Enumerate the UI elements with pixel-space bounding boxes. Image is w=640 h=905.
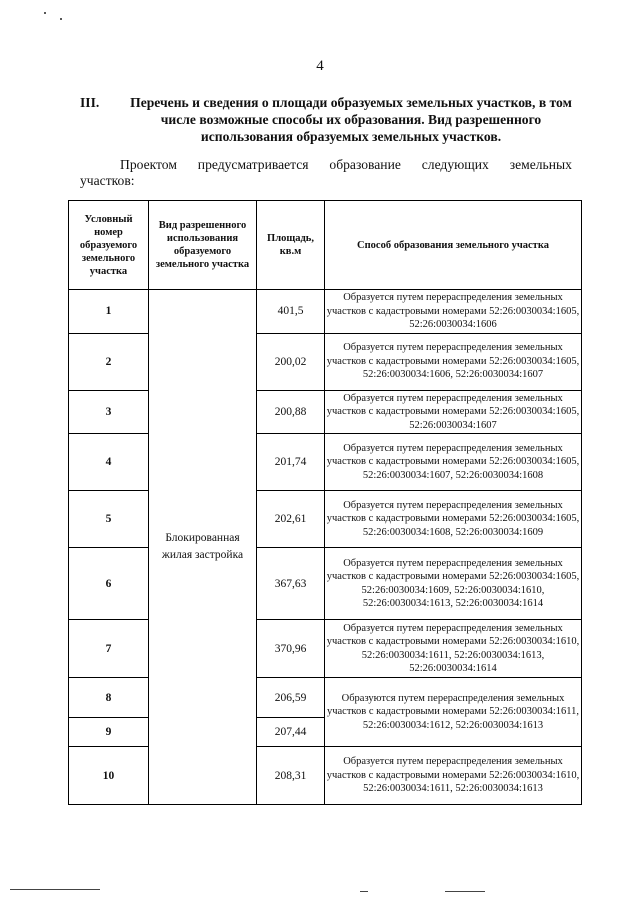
area-cell: 370,96 (257, 620, 325, 678)
method-cell-merged: Образуются путем перераспределения земельных участков с кадастровыми номерами 52:26:0030034:1611, 52:26:0030034:1612, 52:26:0030034:1613 (325, 678, 582, 747)
method-cell: Образуется путем перераспределения земельных участков с кадастровыми номерами 52:26:0030034:1605, 52:26:0030034:1606, 52:26:0030034:1607 (325, 333, 582, 390)
method-cell: Образуется путем перераспределения земельных участков с кадастровыми номерами 52:26:0030034:1610, 52:26:0030034:1611, 52:26:0030034:1613 (325, 747, 582, 805)
area-cell: 202,61 (257, 491, 325, 548)
intro-word: Проектом (120, 157, 177, 172)
footer-scan-line (445, 891, 485, 892)
plot-number-cell: 10 (69, 747, 149, 805)
method-cell: Образуется путем перераспределения земельных участков с кадастровыми номерами 52:26:0030034:1605, 52:26:0030034:1606 (325, 290, 582, 334)
method-cell: Образуется путем перераспределения земельных участков с кадастровыми номерами 52:26:0030034:1610, 52:26:0030034:1611, 52:26:0030034:1613, 52:26:0030034:1614 (325, 620, 582, 678)
table-header-row (69, 201, 582, 290)
scan-dot (44, 12, 46, 14)
intro-word: образование (329, 157, 401, 172)
plot-number-cell: 2 (69, 333, 149, 390)
area-cell: 401,5 (257, 290, 325, 334)
table-row (69, 434, 582, 491)
table-row (69, 548, 582, 620)
intro-word: земельных (509, 157, 572, 172)
plot-number-cell: 9 (69, 718, 149, 747)
table-row (69, 333, 582, 390)
plot-number-cell: 8 (69, 678, 149, 718)
plot-number-cell: 5 (69, 491, 149, 548)
intro-line: участков: (80, 173, 135, 188)
area-cell: 200,02 (257, 333, 325, 390)
method-cell: Образуется путем перераспределения земельных участков с кадастровыми номерами 52:26:0030034:1605, 52:26:0030034:1609, 52:26:0030034:1610, 52:26:0030034:1613, 52:26:0030034:1614 (325, 548, 582, 620)
plot-number-cell: 3 (69, 390, 149, 434)
table-row (69, 390, 582, 434)
header-permitted-use: Вид разрешенного использования образуемого земельного участка (149, 201, 257, 290)
table-row (69, 491, 582, 548)
table-row (69, 678, 582, 718)
table-row (69, 747, 582, 805)
page-number: 4 (316, 58, 324, 74)
area-cell: 206,59 (257, 678, 325, 718)
intro-paragraph (80, 157, 572, 189)
footer-scan-line (10, 889, 100, 890)
section-heading (80, 94, 580, 145)
land-plots-table (68, 200, 582, 805)
area-cell: 201,74 (257, 434, 325, 491)
permitted-use-cell: Блокированная жилая застройка (149, 290, 257, 805)
area-cell: 367,63 (257, 548, 325, 620)
area-cell: 207,44 (257, 718, 325, 747)
table-row (69, 620, 582, 678)
method-cell: Образуется путем перераспределения земельных участков с кадастровыми номерами 52:26:0030034:1605, 52:26:0030034:1608, 52:26:0030034:1609 (325, 491, 582, 548)
scan-dot (60, 18, 62, 20)
method-cell: Образуется путем перераспределения земельных участков с кадастровыми номерами 52:26:0030034:1605, 52:26:0030034:1607, 52:26:0030034:1608 (325, 434, 582, 491)
intro-line (80, 157, 572, 173)
intro-word: предусматривается (197, 157, 309, 172)
header-plot-number: Условный номер образуемого земельного участка (69, 201, 149, 290)
plot-number-cell: 1 (69, 290, 149, 334)
area-cell: 200,88 (257, 390, 325, 434)
section-title: Перечень и сведения о площади образуемых земельных участков, в том числе возможные способы их образования. Вид разрешенного использования образуемых земельных участков. (130, 95, 572, 144)
intro-word: следующих (421, 157, 489, 172)
header-area: Площадь, кв.м (257, 201, 325, 290)
header-formation-method: Способ образования земельного участка (325, 201, 582, 290)
section-number: III. (80, 95, 100, 110)
plot-number-cell: 4 (69, 434, 149, 491)
plot-number-cell: 6 (69, 548, 149, 620)
area-cell: 208,31 (257, 747, 325, 805)
footer-scan-line (360, 891, 368, 892)
plot-number-cell: 7 (69, 620, 149, 678)
table-row (69, 290, 582, 334)
method-cell: Образуется путем перераспределения земельных участков с кадастровыми номерами 52:26:0030034:1605, 52:26:0030034:1607 (325, 390, 582, 434)
